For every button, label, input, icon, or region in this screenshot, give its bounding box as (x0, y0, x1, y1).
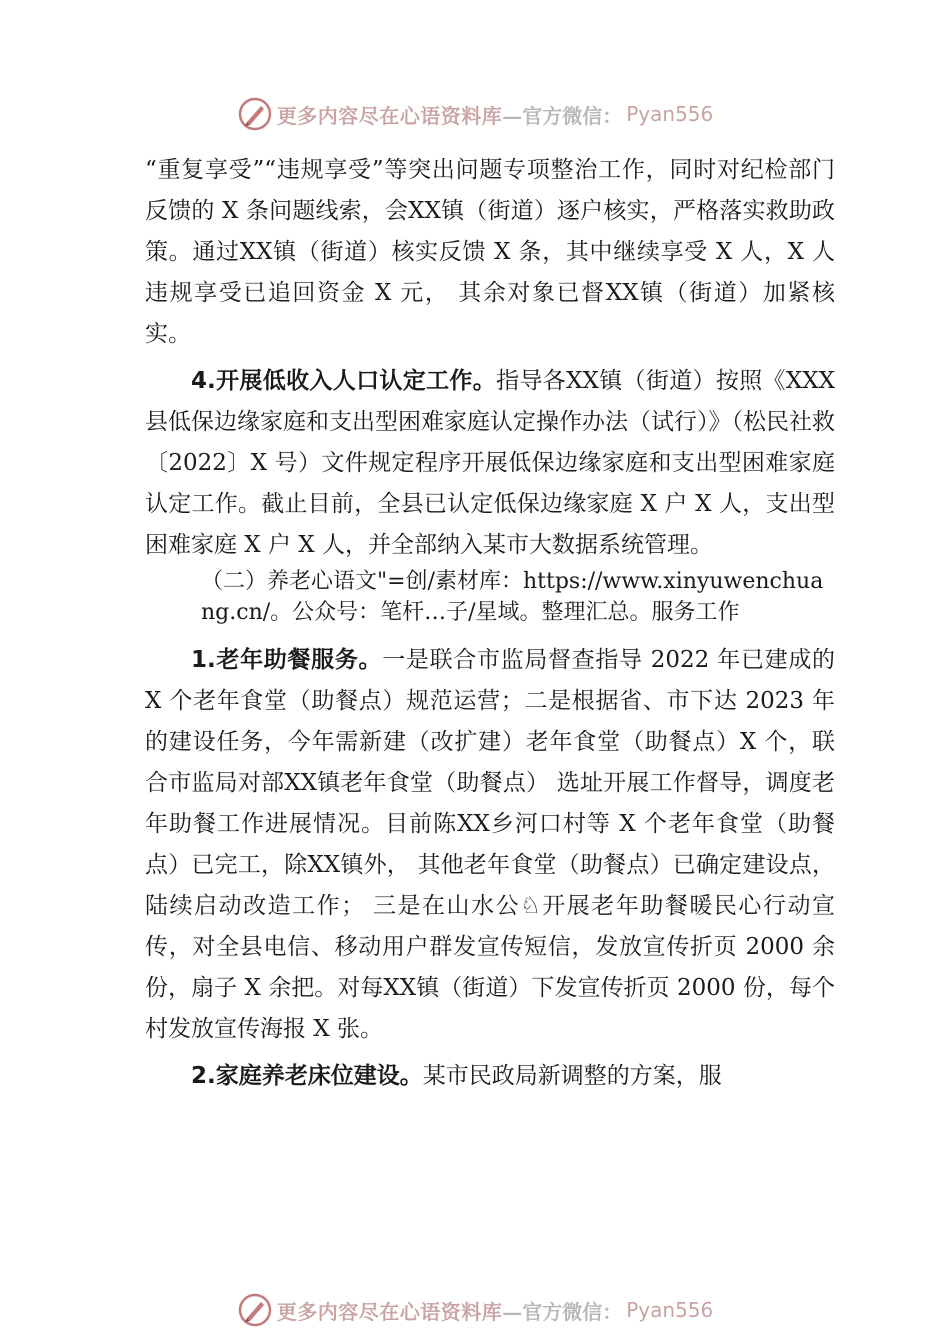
item-1-paragraph (145, 640, 835, 1050)
pen-logo-icon (237, 1292, 273, 1328)
item-4-heading: 4.开展低收入人口认定工作。 (191, 368, 497, 394)
item-2-text: 某市民政局新调整的方案，服 (422, 1063, 722, 1089)
section-2-heading: （二）养老心语文"=创/素材库：https://www.xinyuwenchuang.cn/。公众号：笔杆…子/星域。整理汇总。服务工作 (201, 569, 824, 625)
item-2-paragraph (145, 1056, 835, 1097)
item-4-paragraph (145, 361, 835, 566)
item-1-text: 一是联合市监局督查指导 2022 年已建成的 X 个老年食堂（助餐点）规范运营；二是根据省、市下达 2023 年的建设任务，今年需新建（改扩建）老年食堂（助餐点）X 个，联合市监局对部XX镇老年食堂（助餐点） 选址开展工作督导，调度老年助餐工作进展情况。目前陈XX乡河口村等 X 个老年食堂（助餐点）已完工，除XX镇外， 其他老年食堂（助餐点）已确定建设点，陆续启动改造工作； 三是在山水公♘开展老年助餐暖民心行动宣传，对全县电信、移动用户群发宣传短信，发放宣传折页 2000 余份，扇子 X 余把。对每XX镇（街道）下发宣传折页 2000 份，每个村发放宣传海报 X 张。 (145, 647, 835, 1042)
header-banner (0, 94, 950, 134)
pen-logo-icon (237, 96, 273, 132)
banner-separator-text: —官方微信： (502, 103, 623, 128)
document-body (145, 150, 835, 1097)
banner-wechat-id: Pyan556 (626, 1298, 714, 1322)
item-4-text: 指导各XX镇（街道）按照《XXX县低保边缘家庭和支出型困难家庭认定操作办法（试行）》（松民社救〔2022〕X 号）文件规定程序开展低保边缘家庭和支出型困难家庭认定工作。截止目前，全县已认定低保边缘家庭 X 户 X 人，支出型困难家庭 X 户 X 人，并全部纳入某市大数据系统管理。 (145, 368, 835, 558)
banner-main-text: 更多内容尽在心语资料库 (276, 103, 503, 128)
item-1-heading: 1.老年助餐服务。 (191, 647, 383, 673)
banner-main-text: 更多内容尽在心语资料库 (276, 1299, 503, 1324)
banner-separator-text: —官方微信： (502, 1299, 623, 1324)
item-2-heading: 2.家庭养老床位建设。 (191, 1063, 423, 1089)
footer-banner (0, 1290, 950, 1330)
paragraph-continued: “重复享受”“违规享受”等突出问题专项整治工作，同时对纪检部门反馈的 X 条问题线索，会XX镇（街道）逐户核实，严格落实救助政策。通过XX镇（街道）核实反馈 X 条，其中继续享受 X 人，X 人违规享受已追回资金 X 元， 其余对象已督XX镇（街道）加紧核实。 (145, 157, 835, 347)
banner-wechat-id: Pyan556 (626, 102, 714, 126)
